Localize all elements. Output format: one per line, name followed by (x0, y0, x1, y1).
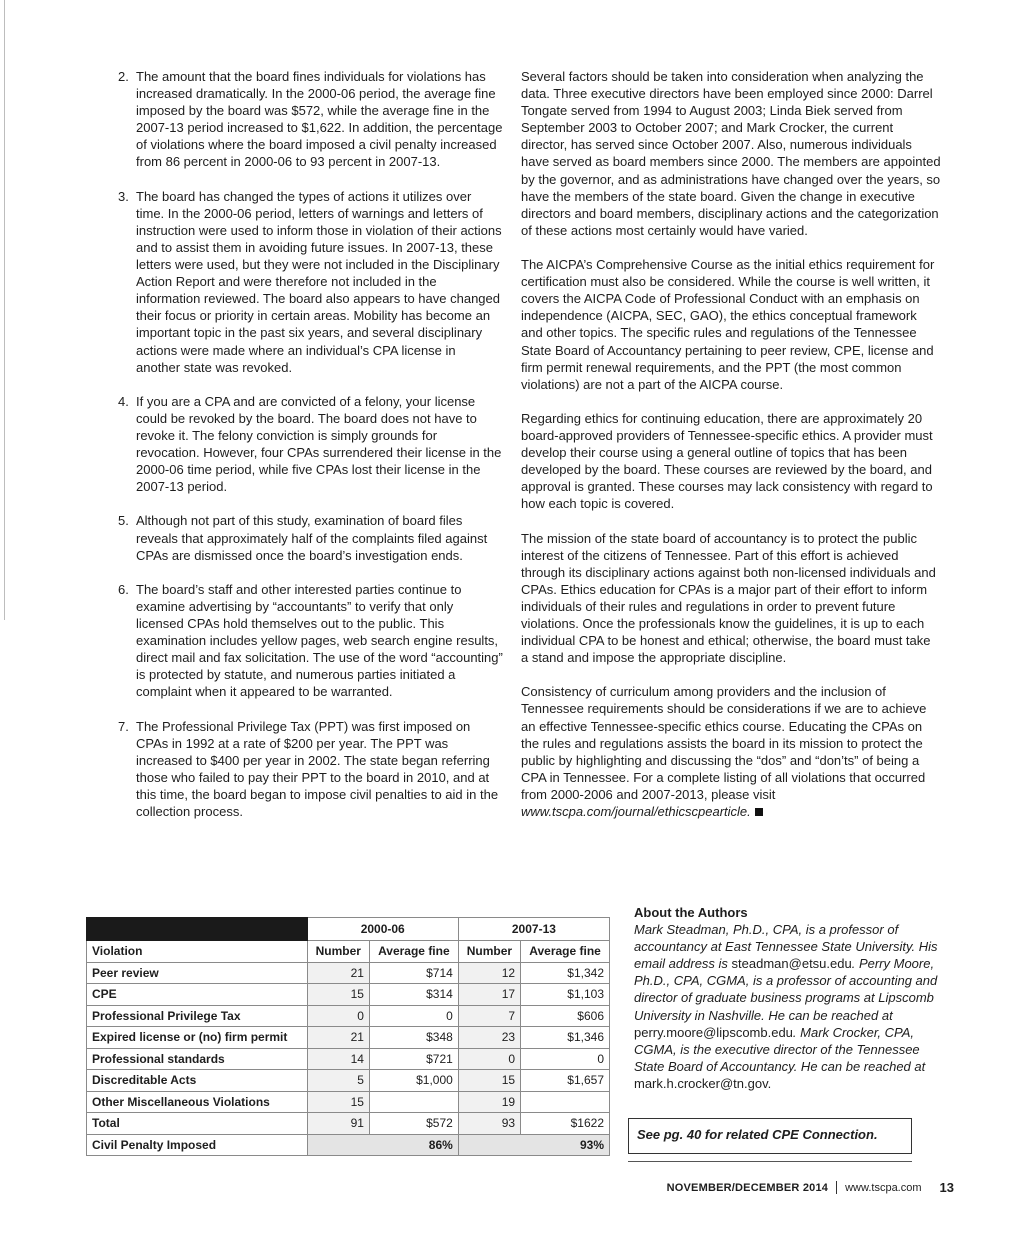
number-cell: 91 (307, 1113, 369, 1135)
list-number: 4. (118, 393, 129, 409)
issue-date: NOVEMBER/DECEMBER 2014 (666, 1181, 829, 1194)
list-text: If you are a CPA and are convicted of a felony, your license could be revoked by the board. The board does not have to revoke it. The felony conviction is simply grounds for revocation. However, four CPAs surrendered their license in the 2000-06 time period, while five CPAs lost their license in the 2007-13 period. (136, 393, 502, 495)
list-item (118, 188, 503, 376)
fine-cell: 0 (521, 1048, 610, 1070)
end-mark-icon (755, 808, 763, 816)
fine-cell: $1622 (521, 1113, 610, 1135)
penalty-percent-2007-13: 93% (458, 1134, 609, 1156)
number-cell: 12 (458, 962, 520, 984)
violation-cell: Civil Penalty Imposed (87, 1134, 308, 1156)
violation-cell: CPE (87, 984, 308, 1006)
fine-cell: $1,657 (521, 1070, 610, 1092)
list-number: 5. (118, 513, 129, 529)
about-authors (634, 904, 944, 1092)
table-total-row (87, 1113, 610, 1135)
table-row (87, 1005, 610, 1027)
authors-bio (634, 921, 944, 1092)
table-row (87, 1091, 610, 1113)
bio-text: . Perry Moore, Ph.D., CPA, CGMA, is a professor of accounting and director of graduate business programs at Lipscomb University in Nashville. He can be reached at (634, 956, 938, 1023)
civil-penalty-row (87, 1134, 610, 1156)
col-header-violation: Violation (87, 941, 308, 963)
number-cell: 15 (458, 1070, 520, 1092)
violation-cell: Discreditable Acts (87, 1070, 308, 1092)
number-cell: 15 (307, 1091, 369, 1113)
body-paragraph: The AICPA’s Comprehensive Course as the initial ethics requirement for certification must also be considered. While the course is well written, it covers the AICPA Code of Professional Conduct with an emphasis on independence (AICPA, SEC, GAO), the ethics conceptual framework and other topics. The specific rules and regulations of the Tennessee State Board of Accountancy pertaining to peer review, CPE, license and firm permit renewal requirements, and the PPT (the most common violations) are not a part of the AICPA course. (521, 257, 935, 392)
list-number: 6. (118, 581, 129, 597)
list-number: 2. (118, 69, 129, 84)
fine-cell: $314 (369, 984, 458, 1006)
site-link[interactable]: www.tscpa.com (845, 1181, 922, 1194)
number-cell: 17 (458, 984, 520, 1006)
list-item (118, 581, 503, 701)
violation-cell: Expired license or (no) firm permit (87, 1027, 308, 1049)
violations-table-wrap (86, 917, 610, 1156)
list-number: 7. (118, 718, 129, 734)
violations-table (86, 917, 610, 1156)
list-item (118, 393, 503, 496)
table-group-header-row (87, 918, 610, 941)
violation-cell: Peer review (87, 962, 308, 984)
list-item (118, 512, 503, 563)
fine-cell: $1,000 (369, 1070, 458, 1092)
left-column (118, 68, 503, 837)
list-text: The Professional Privilege Tax (PPT) was first imposed on CPAs in 1992 at a rate of $200 per year. The PPT was increased to $400 per year in 2002. The state began referring those who failed to pay their PPT to the board in 2010, and at this time, the board began to impose civil penalties to aid in the collection process. (136, 718, 499, 820)
bio-text: . Mark Crocker, CPA, CGMA, is the executive director of the Tennessee State Board of Accountancy. He can be reached at (634, 1024, 926, 1074)
fine-cell: $1,342 (521, 962, 610, 984)
fine-cell: $714 (369, 962, 458, 984)
penalty-percent-2000-06: 86% (307, 1134, 458, 1156)
author-email-link[interactable]: steadman@etsu.edu (731, 956, 852, 972)
table-row (87, 962, 610, 984)
fine-cell: $1,103 (521, 984, 610, 1006)
fine-cell: $606 (521, 1005, 610, 1027)
body-paragraph: Several factors should be taken into consideration when analyzing the data. Three executive directors have been employed since 2000: Darrel Tongate served from 1994 to August 2003; Linda Biek served from September 2003 to October 2007; and Mark Crocker, the current director, has served since October 2007. Also, numerous individuals have served as board members since 2000. The members are appointed by the governor, and as administrations have changed over the years, so have the members of the state board. Given the change in executive directors and board members, disciplinary actions and the categorization of these actions most certainly would have varied. (521, 69, 941, 238)
violation-cell: Total (87, 1113, 308, 1135)
bio-text: . (767, 1075, 772, 1091)
list-item (118, 718, 503, 821)
list-text: The board has changed the types of actions it utilizes over time. In the 2000-06 period, letters of warnings and letters of instruction were used to inform those in violation of their actions and to assist them in avoiding future issues. In 2007-13, these letters were used, but they were not included in the Disciplinary Action Report and were therefore not included in the information reviewed. The board also appears to have changed their focus or priority in certain areas. Mobility has become an important topic in the past six years, and several disciplinary actions were made where an individual’s CPA license in another state was revoked. (136, 188, 502, 375)
table-row (87, 1070, 610, 1092)
page-edge-line (4, 0, 5, 620)
closing-paragraph (521, 683, 941, 820)
number-cell: 23 (458, 1027, 520, 1049)
table-row (87, 1027, 610, 1049)
page-footer (667, 1180, 954, 1195)
page-number: 13 (939, 1180, 954, 1195)
col-header-number: Number (458, 941, 520, 963)
col-header-average-fine: Average fine (369, 941, 458, 963)
table-corner (87, 918, 308, 941)
number-cell: 15 (307, 984, 369, 1006)
number-cell: 93 (458, 1113, 520, 1135)
group-header-2000-06: 2000-06 (307, 918, 458, 941)
fine-cell: $348 (369, 1027, 458, 1049)
findings-list (118, 68, 503, 820)
body-paragraph: Regarding ethics for continuing education, there are approximately 20 board-approved providers of Tennessee-specific ethics. A provider must develop their course using a general outline of topics that has been developed by the board. These courses are reviewed by the board, and approval is granted. These courses may lack consistency with regard to how each topic is covered. (521, 410, 933, 512)
number-cell: 21 (307, 962, 369, 984)
cpe-connection-note: See pg. 40 for related CPE Connection. (628, 1118, 912, 1154)
fine-cell: 0 (369, 1005, 458, 1027)
table-column-header-row (87, 941, 610, 963)
violation-cell: Other Miscellaneous Violations (87, 1091, 308, 1113)
table-row (87, 984, 610, 1006)
divider (836, 1181, 837, 1194)
list-text: The board’s staff and other interested parties continue to examine advertising by “accountants” to verify that only licensed CPAs hold themselves out to the public. This examination includes yellow pages, web search engine results, direct mail and fax solicitation. The use of the word “accounting” is protected by statute, and numerous parties initiated a complaint when it appeared to be warranted. (136, 581, 503, 700)
right-column (521, 68, 941, 837)
bio-text: Mark Steadman, Ph.D., CPA, is a professor of accountancy at East Tennessee State University. His email address is (634, 922, 938, 972)
divider (628, 1161, 912, 1162)
number-cell: 19 (458, 1091, 520, 1113)
list-text: Although not part of this study, examination of board files reveals that approximately half of the complaints filed against CPAs are dismissed once the board’s investigation ends. (136, 513, 488, 563)
article-link[interactable]: www.tscpa.com/journal/ethicscpearticle. (521, 804, 751, 820)
author-email-link[interactable]: perry.moore@lipscomb.edu (634, 1024, 793, 1040)
fine-cell (521, 1091, 610, 1113)
group-header-2007-13: 2007-13 (458, 918, 609, 941)
table-row (87, 1048, 610, 1070)
list-number: 3. (118, 188, 129, 204)
list-item (118, 68, 503, 171)
number-cell: 0 (458, 1048, 520, 1070)
number-cell: 0 (307, 1005, 369, 1027)
violation-cell: Professional standards (87, 1048, 308, 1070)
fine-cell: $1,346 (521, 1027, 610, 1049)
body-paragraph: The mission of the state board of accountancy is to protect the public interest of the citizens of Tennessee. Part of this effort is achieved through its disciplinary actions against both non-licensed individuals and CPAs. Ethics education for CPAs is a major part of their effort to inform individuals of their rules and regulations in order to prevent future violations. Once the professionals know the guidelines, it is up to each individual CPA to be honest and ethical; otherwise, the board must take a stand and impose the appropriate discipline. (521, 530, 936, 666)
number-cell: 14 (307, 1048, 369, 1070)
fine-cell (369, 1091, 458, 1113)
closing-text: Consistency of curriculum among providers and the inclusion of Tennessee requirements should be considerations if we are to achieve an effective Tennessee-specific ethics course. Educating the CPAs on the rules and regulations assists the board in its mission to protect the public by highlighting and discussing the “dos” and “don’ts” of being a CPA in Tennessee. For a complete listing of all violations that occurred from 2000-2006 and 2007-2013, please visit (521, 684, 927, 802)
author-email-link[interactable]: mark.h.crocker@tn.gov (634, 1075, 768, 1091)
col-header-number: Number (307, 941, 369, 963)
fine-cell: $721 (369, 1048, 458, 1070)
col-header-average-fine: Average fine (521, 941, 610, 963)
number-cell: 21 (307, 1027, 369, 1049)
violation-cell: Professional Privilege Tax (87, 1005, 308, 1027)
list-text: The amount that the board fines individuals for violations has increased dramatically. In the 2000-06 period, the average fine imposed by the board was $572, while the average fine in the 2007-13 period increased to $1,622. In addition, the percentage of violations where the board imposed a civil penalty increased from 86 percent in 2000-06 to 93 percent in 2007-13. (136, 69, 503, 170)
fine-cell: $572 (369, 1113, 458, 1135)
number-cell: 5 (307, 1070, 369, 1092)
number-cell: 7 (458, 1005, 520, 1027)
authors-heading: About the Authors (634, 905, 748, 920)
